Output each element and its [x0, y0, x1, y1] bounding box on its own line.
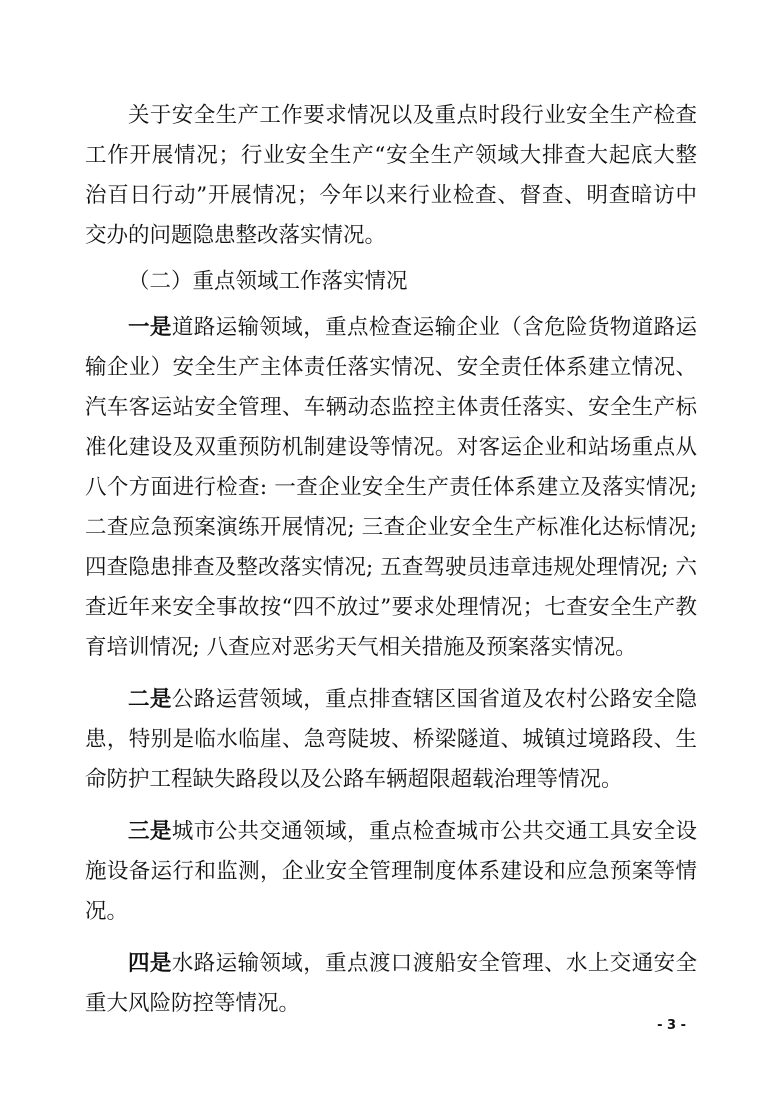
page-number: - 3 - — [657, 1018, 686, 1033]
item-text-2: 公路运营领域，重点排查辖区国省道及农村公路安全隐患，特别是临水临崖、急弯陡坡、桥梁隧道、城镇过境路段、生命防护工程缺失路段以及公路车辆超限超载治理等情况。 — [85, 687, 697, 792]
item-lead-2: 二是 — [128, 687, 172, 712]
section-heading: （二）重点领域工作落实情况 — [128, 269, 408, 294]
document-page — [85, 96, 697, 1024]
item-text-1: 道路运输领域，重点检查运输企业（含危险货物道路运输企业）安全生产主体责任落实情况、安全责任体系建立情况、汽车客运站安全管理、车辆动态监控主体责任落实、安全生产标准化建设及双重预防机制建设等情况。对客运企业和站场重点从八个方面进行检查: 一查企业安全生产责任体系建立及落实情况; 二查应急预案演练开展情况; 三查企业安全生产标准化达标情况; 四查隐患排查及整改落实情况; 五查驾驶员违章违规处理情况; 六查近年来安全事故按“四不放过”要求处理情况；七查安全生产教育培训情况; 八查应对恶劣天气相关措施及预案落实情况。 — [85, 315, 697, 660]
item-lead-3: 三是 — [128, 819, 172, 844]
item-lead-1: 一是 — [128, 315, 172, 340]
item-text-3: 城市公共交通领域，重点检查城市公共交通工具安全设施设备运行和监测，企业安全管理制度体系建设和应急预案等情况。 — [85, 819, 697, 924]
item-paragraph-3 — [85, 812, 697, 932]
intro-paragraph: 关于安全生产工作要求情况以及重点时段行业安全生产检查工作开展情况；行业安全生产“安全生产领域大排查大起底大整治百日行动”开展情况；今年以来行业检查、督查、明查暗访中交办的问题隐患整改落实情况。 — [85, 103, 697, 248]
item-lead-4: 四是 — [128, 951, 172, 976]
item-paragraph-4 — [85, 944, 697, 1024]
item-text-4: 水路运输领域，重点渡口渡船安全管理、水上交通安全重大风险防控等情况。 — [85, 951, 697, 1016]
item-paragraph-2 — [85, 680, 697, 800]
item-paragraph-1 — [85, 308, 697, 668]
